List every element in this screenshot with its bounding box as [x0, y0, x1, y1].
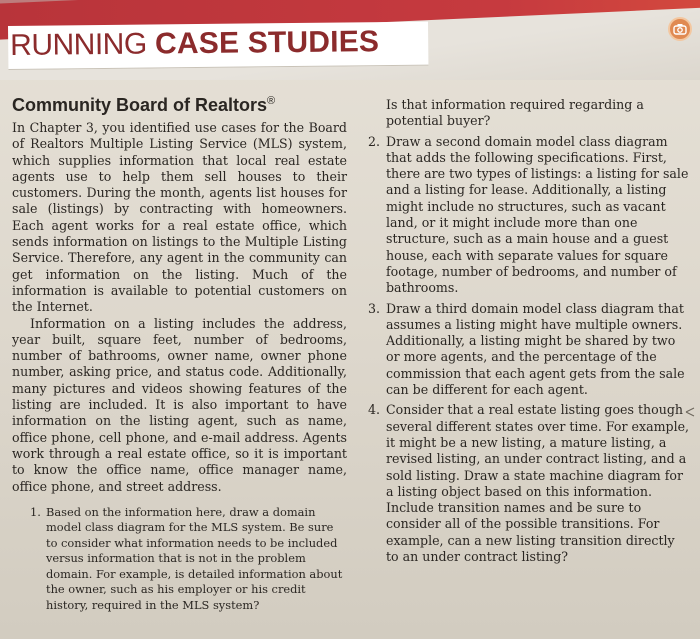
- title-running: RUNNING: [10, 27, 147, 62]
- question-list-left: [30, 505, 347, 614]
- question-number: 3.: [368, 300, 381, 316]
- question-number: 2.: [368, 133, 381, 149]
- registered-mark: ®: [267, 95, 276, 107]
- question-1: [30, 505, 347, 614]
- page-edge-arrow-icon: [685, 402, 695, 412]
- question-4: [368, 402, 690, 565]
- question-2: [368, 134, 690, 297]
- section-banner-title: [8, 22, 428, 70]
- header-banner: [0, 0, 700, 80]
- question-1-continuation: Is that information required regarding a potential buyer?: [386, 97, 644, 129]
- question-3: [368, 301, 690, 399]
- question-text: Draw a second domain model class diagram that adds the following specifications. First, there are two types of listings: a listing for sale and a listing for lease. Additionally, a listing might include no structures, such as vacant land, or it might include more than one structure, such as a main house and a guest house, each with separate values for square footage, number of bedrooms, and number of bathrooms.: [386, 133, 689, 296]
- question-text: Based on the information here, draw a domain model class diagram for the MLS system. Be sure to consider what information needs to be included versus information that is not in the problem domain. For example, is detailed information about the owner, such as his employer or his credit history, required in the MLS system?: [46, 504, 343, 612]
- listing-info-paragraph: Information on a listing includes the address, year built, square feet, number of bedrooms, number of bathrooms, owner name, owner phone number, asking price, and status code. Additionally, many pictures and videos showing features of the listing are included. It is also important to have information on the listing agent, such as name, office phone, cell phone, and e-mail address. Agents work through a real estate office, so it is important to know the office name, office manager name, office phone, and street address.: [12, 315, 347, 494]
- camera-badge-icon: [668, 17, 692, 41]
- intro-paragraph: In Chapter 3, you identified use cases for the Board of Realtors Multiple Listing Service (MLS) system, which supplies information that local real estate agents use to help them sell houses to their customers. During the month, agents list houses for sale (listings) by contracting with homeowners. Each agent works for a real estate office, which sends information on listings to the Multiple Listing Service. Therefore, any agent in the community can get information on the listing. Much of the information is available to potential customers on the Internet.: [12, 120, 347, 315]
- question-text: Draw a third domain model class diagram that assumes a listing might have multiple owners. Additionally, a listing might be shared by two or more agents, and the percentage of the commission that each agent gets from the sale can be different for each agent.: [386, 300, 685, 398]
- case-heading-text: Community Board of Realtors: [12, 95, 268, 115]
- question-text: Consider that a real estate listing goes though several different states over time. For example, it might be a new listing, a mature listing, a revised listing, an under contract listing, and a sold listing. Draw a state machine diagram for a listing object based on this information. Include transition names and be sure to consider all of the possible transitions. For example, can a new listing transition directly to an under contract listing?: [386, 402, 690, 565]
- case-heading: [12, 90, 347, 116]
- question-number: 4.: [368, 402, 381, 418]
- title-case-studies: CASE STUDIES: [154, 25, 380, 61]
- left-column: [12, 90, 347, 613]
- question-number: 1.: [30, 504, 41, 519]
- question-list-right: [368, 134, 690, 566]
- right-column: [368, 97, 690, 569]
